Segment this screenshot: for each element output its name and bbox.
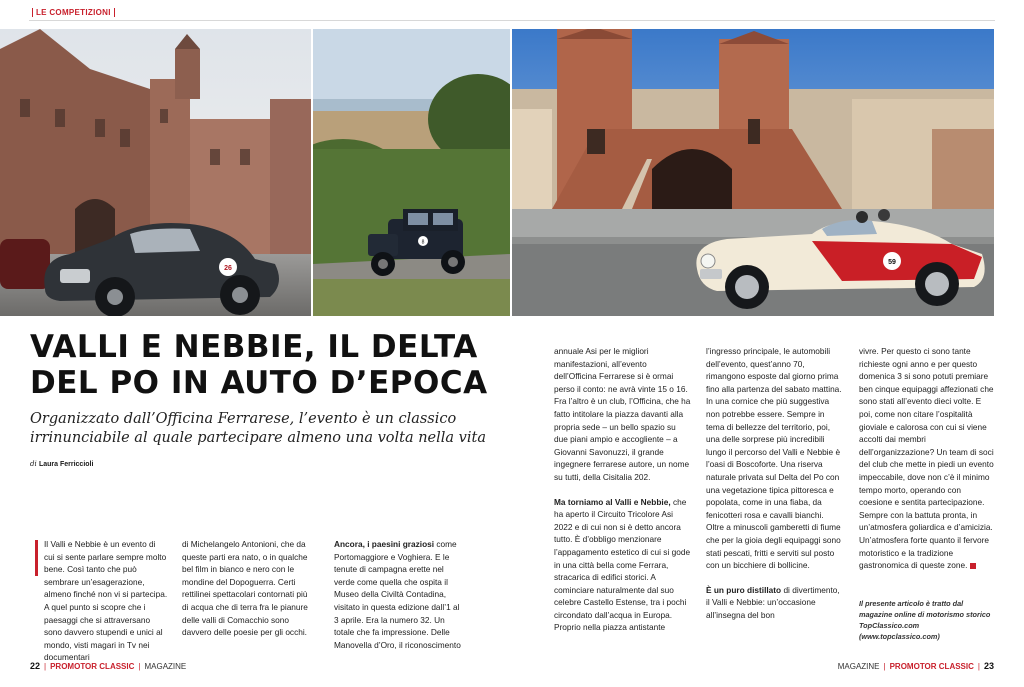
paragraph-lead: Ma torniamo al Valli e Nebbie, — [554, 496, 671, 507]
article-column — [706, 345, 842, 621]
footer-left — [30, 661, 186, 671]
paragraph — [859, 345, 995, 572]
article-title — [30, 329, 500, 402]
section-header — [29, 8, 118, 17]
footer-brand: PROMOTOR CLASSIC — [889, 662, 974, 671]
drop-cap-bar — [35, 540, 38, 576]
paragraph: di Michelangelo Antonioni, che da queste parti era nato, o in qualche bel film in bianco e nero con le mondine del Dopoguerra. Certi rettilinei spettacolari contornati più di acqua che di terra fra le pianure delle valli di Comacchio sono davvero delle poesie per gli occhi. — [182, 539, 308, 638]
footer-separator: | — [44, 662, 47, 671]
title-line: VALLI E NEBBIE, IL DELTA — [30, 329, 478, 365]
paragraph — [554, 496, 691, 635]
paragraph-lead: È un puro distillato — [706, 584, 782, 595]
paragraph: l’ingresso principale, le automobili dell’evento, quest’anno 70, rimangono esposte dal giorno prima fino alla partenza del sabato mattina. In una cornice che più suggestiva non potrebbe essere. Sempre in tema di bellezze del territorio, poi, una delle sorprese più incredibili lungo il percorso del Valli e Nebbie è l’oasi di Boscoforte. Una riserva naturale privata sul Delta del Po con una vegetazione tipica pittoresca e popolata, come in una fiaba, da fenicotteri rosa e cavalli bianchi. Oltre a minuscoli gamberetti di fiume che per la gioia degli equipaggi sono stati pescati, fritti e serviti sul posto con un bicchiere di bollicine. — [706, 346, 842, 571]
byline-prefix: di — [30, 460, 37, 468]
header-divider — [29, 20, 995, 21]
article-column — [182, 538, 312, 639]
footer-brand: PROMOTOR CLASSIC — [50, 662, 135, 671]
paragraph-text: vivre. Per questo ci sono tante richieste ogni anno e per questo domenica 3 si sono potuti premiare ben cinque equipaggi affezionati che sono stati all’evento dieci volte. E poi, come non citare l’ospitalità gioviale e calorosa con cui si viene accolti dai membri dell’organizzazione? Un team di soci del club che mette in piedi un evento impeccabile, dove non c’è il minimo tempo morto, operando con coesione e sentita partecipazione. Sempre con la battuta pronta, in un’atmosfera goliardica e d’amicizia. Un’atmosfera forte quanto il fervore motoristico e la tradizione gastronomica di queste zone. — [859, 346, 994, 571]
byline — [30, 460, 93, 468]
footer-section: MAGAZINE — [837, 662, 880, 671]
trepponti-car-photo — [512, 29, 994, 316]
footer-separator: | — [138, 662, 141, 671]
paragraph-text: che ha aperto il Circuito Tricolore Asi 2022 e di cui non si è detto ancora tutto. È d’obbligo menzionare l’appagamento estetico di cui si gode in una città bella come Ferrara, stracarica di edifici storici. A cominciare naturalmente dal suo celebre Castello Estense, tra i pochi circondato dall’acqua in Europa. Proprio nella piazza antistante — [554, 496, 691, 633]
castle-car-photo — [0, 29, 311, 316]
header-bar — [32, 8, 33, 17]
footer-separator: | — [977, 662, 980, 671]
source-note: Il presente articolo è tratto dal magazine online di motorismo storico TopClassico.com (www.topclassico.com) — [859, 599, 991, 641]
car-number-badge: 8 — [421, 239, 425, 246]
paragraph-lead: Ancora, i paesini graziosi — [334, 539, 435, 549]
car-number-badge: 59 — [888, 259, 896, 266]
article-column — [859, 345, 995, 572]
article-subtitle: Organizzato dall’Officina Ferrarese, l’evento è un classico irrinunciabile al quale partecipare almeno una volta nella vita — [30, 411, 486, 447]
section-label: LE COMPETIZIONI — [36, 8, 111, 17]
page-number: 23 — [983, 661, 994, 671]
paragraph-text: di divertimento, il Valli e Nebbie: un’occasione all’insegna del bon — [706, 584, 840, 620]
footer-right — [838, 661, 994, 671]
paragraph — [706, 584, 842, 622]
end-of-article-icon — [970, 563, 976, 569]
paragraph — [334, 538, 466, 651]
paragraph-text: come Portomaggiore e Voghiera. E le tenute di campagna erette nel verde come quella che ospita il Museo della Civiltà Contadina, visitato in questa edizione dall’1 al 3 aprile. Era la numero 32. Un totale che fa impressione. Delle Manovella d’Oro, il riconoscimento — [334, 539, 461, 650]
title-line: DEL PO IN AUTO D’EPOCA — [30, 365, 488, 402]
byline-author: Laura Ferriccioli — [38, 461, 94, 468]
footer-separator: | — [883, 662, 886, 671]
page-number: 22 — [30, 661, 41, 671]
footer-section: MAGAZINE — [144, 662, 187, 671]
article-column — [334, 538, 466, 651]
vintage-car-lagoon-photo — [313, 29, 510, 316]
paragraph: annuale Asi per le migliori manifestazioni, all’evento dell’Officina Ferrarese si è ormai perso il conto: ne avrà vinte 15 o 16. Fra l’altro è un club, l’Officina, che ha fatto intitolare la piazza davanti alla propria sede – un bello spazio su due piani ampio e accogliente – a Giovanni Savonuzzi, il grande ingegnere ferrarese autore, un nome su tutti, della Cisitalia 202. — [554, 346, 691, 482]
car-number-badge: 26 — [224, 265, 232, 272]
article-column — [554, 345, 691, 634]
header-bar — [114, 8, 115, 17]
article-column — [44, 538, 168, 664]
paragraph: Il Valli e Nebbie è un evento di cui si sente parlare sempre molto bene. Così tanto che può sembrare un’esagerazione, almeno finché non vi si partecipa. A quel punto si scopre che i paesaggi che si attraversano sono davvero stupendi e unici al mondo, visti magari in Tv nei documentari — [44, 539, 168, 663]
